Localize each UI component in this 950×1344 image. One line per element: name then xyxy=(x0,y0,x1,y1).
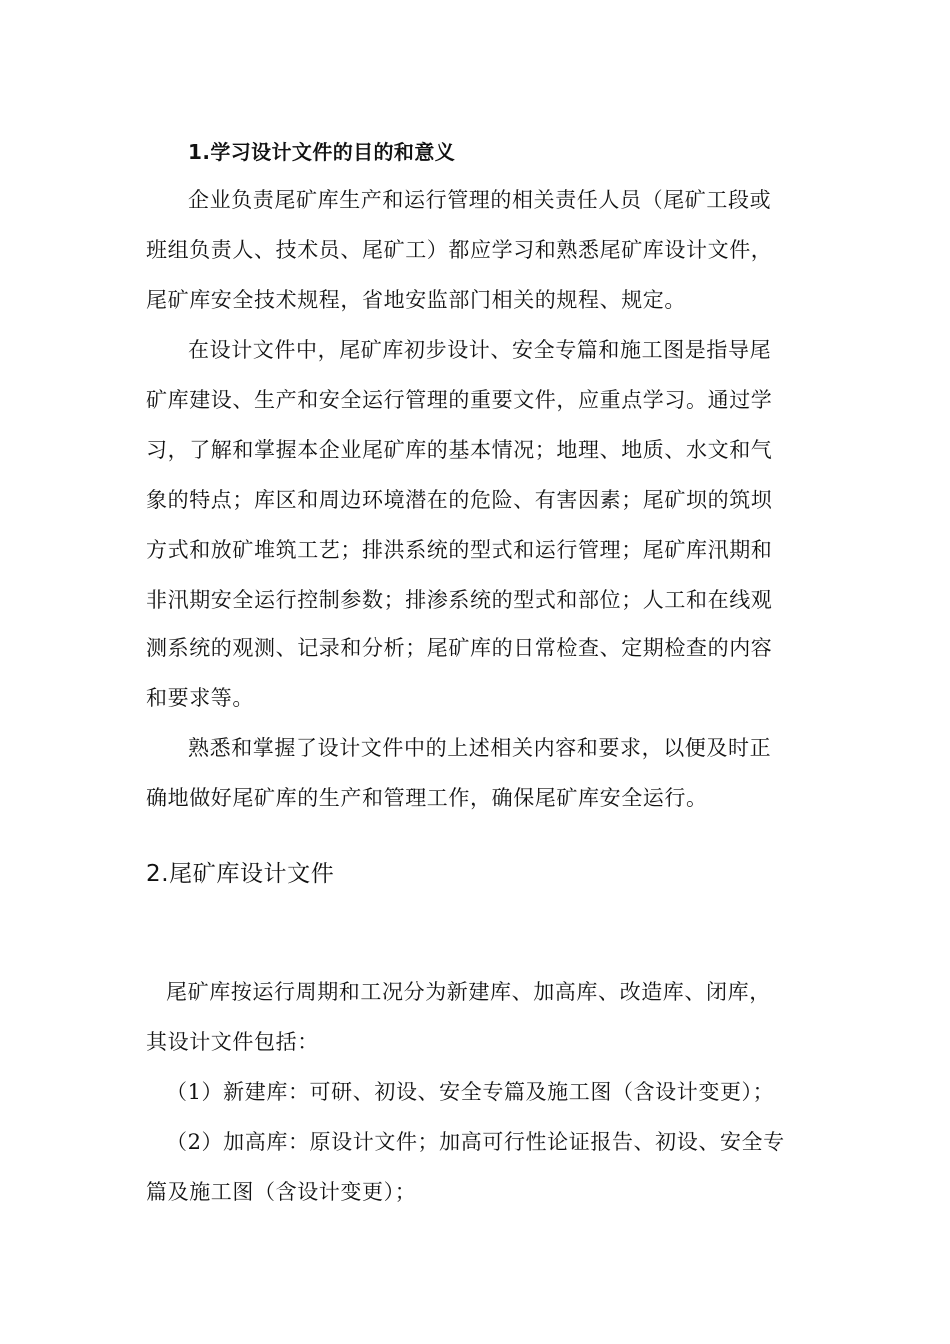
paragraph-2-line: 方式和放矿堆筑工艺；排洪系统的型式和运行管理；尾矿库汛期和 xyxy=(146,538,773,562)
list-item-heightening-cont: 篇及施工图（含设计变更）； xyxy=(146,1180,417,1204)
section-2-heading: 2.尾矿库设计文件 xyxy=(146,861,335,887)
paragraph-2-line: 矿库建设、生产和安全运行管理的重要文件，应重点学习。通过学 xyxy=(146,388,773,412)
paragraph-2-line: 和要求等。 xyxy=(146,686,254,710)
paragraph-2-line: 习，了解和掌握本企业尾矿库的基本情况；地理、地质、水文和气 xyxy=(146,438,773,462)
section-2-intro-line: 尾矿库按运行周期和工况分为新建库、加高库、改造库、闭库， xyxy=(166,980,771,1004)
paragraph-1-line: 尾矿库安全技术规程，省地安监部门相关的规程、规定。 xyxy=(146,288,686,312)
section-2-intro-line: 其设计文件包括： xyxy=(146,1030,319,1054)
paragraph-2-line: 测系统的观测、记录和分析；尾矿库的日常检查、定期检查的内容 xyxy=(146,636,773,660)
paragraph-3-line: 熟悉和掌握了设计文件中的上述相关内容和要求，以便及时正 xyxy=(188,736,772,760)
paragraph-2-line: 非汛期安全运行控制参数；排渗系统的型式和部位；人工和在线观 xyxy=(146,588,773,612)
section-1-heading: 1.学习设计文件的目的和意义 xyxy=(188,140,456,164)
list-item-heightening: （2）加高库：原设计文件；加高可行性论证报告、初设、安全专 xyxy=(166,1130,785,1154)
paragraph-1-line: 企业负责尾矿库生产和运行管理的相关责任人员（尾矿工段或 xyxy=(188,188,772,212)
paragraph-2-line: 在设计文件中，尾矿库初步设计、安全专篇和施工图是指导尾 xyxy=(188,338,772,362)
paragraph-2-line: 象的特点；库区和周边环境潜在的危险、有害因素；尾矿坝的筑坝 xyxy=(146,488,773,512)
paragraph-3-line: 确地做好尾矿库的生产和管理工作，确保尾矿库安全运行。 xyxy=(146,786,708,810)
list-item-new-construction: （1）新建库：可研、初设、安全专篇及施工图（含设计变更）； xyxy=(166,1080,775,1104)
paragraph-1-line: 班组负责人、技术员、尾矿工）都应学习和熟悉尾矿库设计文件， xyxy=(146,238,773,262)
